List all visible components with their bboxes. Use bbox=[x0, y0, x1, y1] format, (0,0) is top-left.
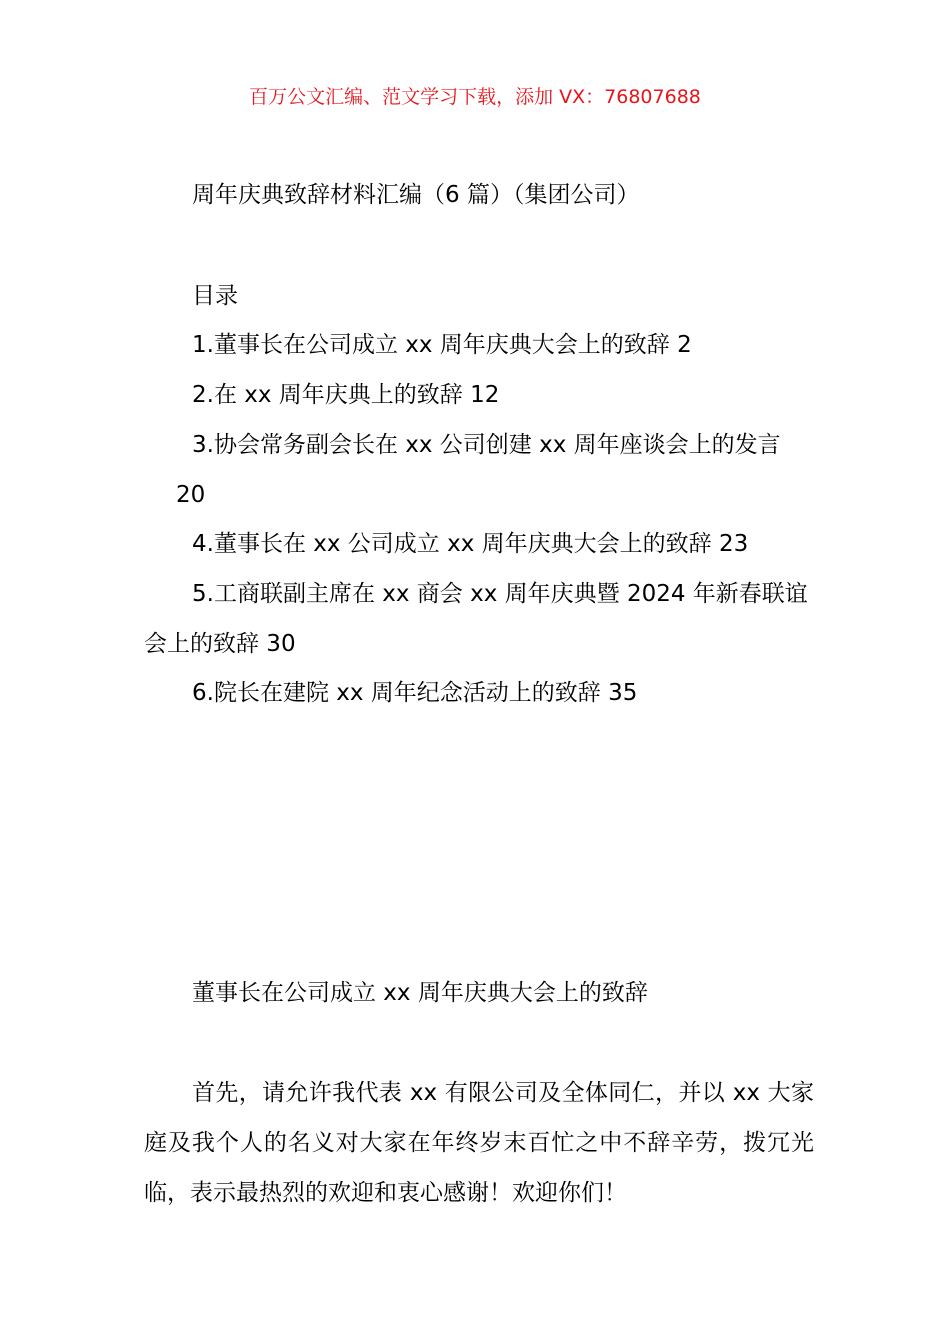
toc-item-4[interactable]: 4.董事长在 xx 公司成立 xx 周年庆典大会上的致辞 23 bbox=[192, 531, 749, 557]
toc-item-1[interactable]: 1.董事长在公司成立 xx 周年庆典大会上的致辞 2 bbox=[192, 332, 692, 358]
toc-item-5-continued[interactable]: 会上的致辞 30 bbox=[144, 631, 296, 657]
document-title: 周年庆典致辞材料汇编（6 篇）（集团公司） bbox=[192, 182, 640, 208]
toc-item-2[interactable]: 2.在 xx 周年庆典上的致辞 12 bbox=[192, 382, 500, 408]
toc-item-3-page[interactable]: 20 bbox=[176, 482, 206, 508]
section-title: 董事长在公司成立 xx 周年庆典大会上的致辞 bbox=[192, 980, 648, 1006]
promo-header: 百万公文汇编、范文学习下载，添加 VX：76807688 bbox=[249, 86, 701, 108]
body-paragraph: 首先，请允许我代表 xx 有限公司及全体同仁，并以 xx 大家庭及我个人的名义对大家在年终岁末百忙之中不辞辛劳，拨冗光临，表示最热烈的欢迎和衷心感谢！欢迎你们！ bbox=[144, 1080, 814, 1206]
toc-item-3[interactable]: 3.协会常务副会长在 xx 公司创建 xx 周年座谈会上的发言 bbox=[192, 432, 781, 458]
toc-item-5[interactable]: 5.工商联副主席在 xx 商会 xx 周年庆典暨 2024 年新春联谊 bbox=[192, 581, 808, 607]
toc-heading: 目录 bbox=[192, 283, 238, 309]
toc-item-6[interactable]: 6.院长在建院 xx 周年纪念活动上的致辞 35 bbox=[192, 680, 638, 706]
